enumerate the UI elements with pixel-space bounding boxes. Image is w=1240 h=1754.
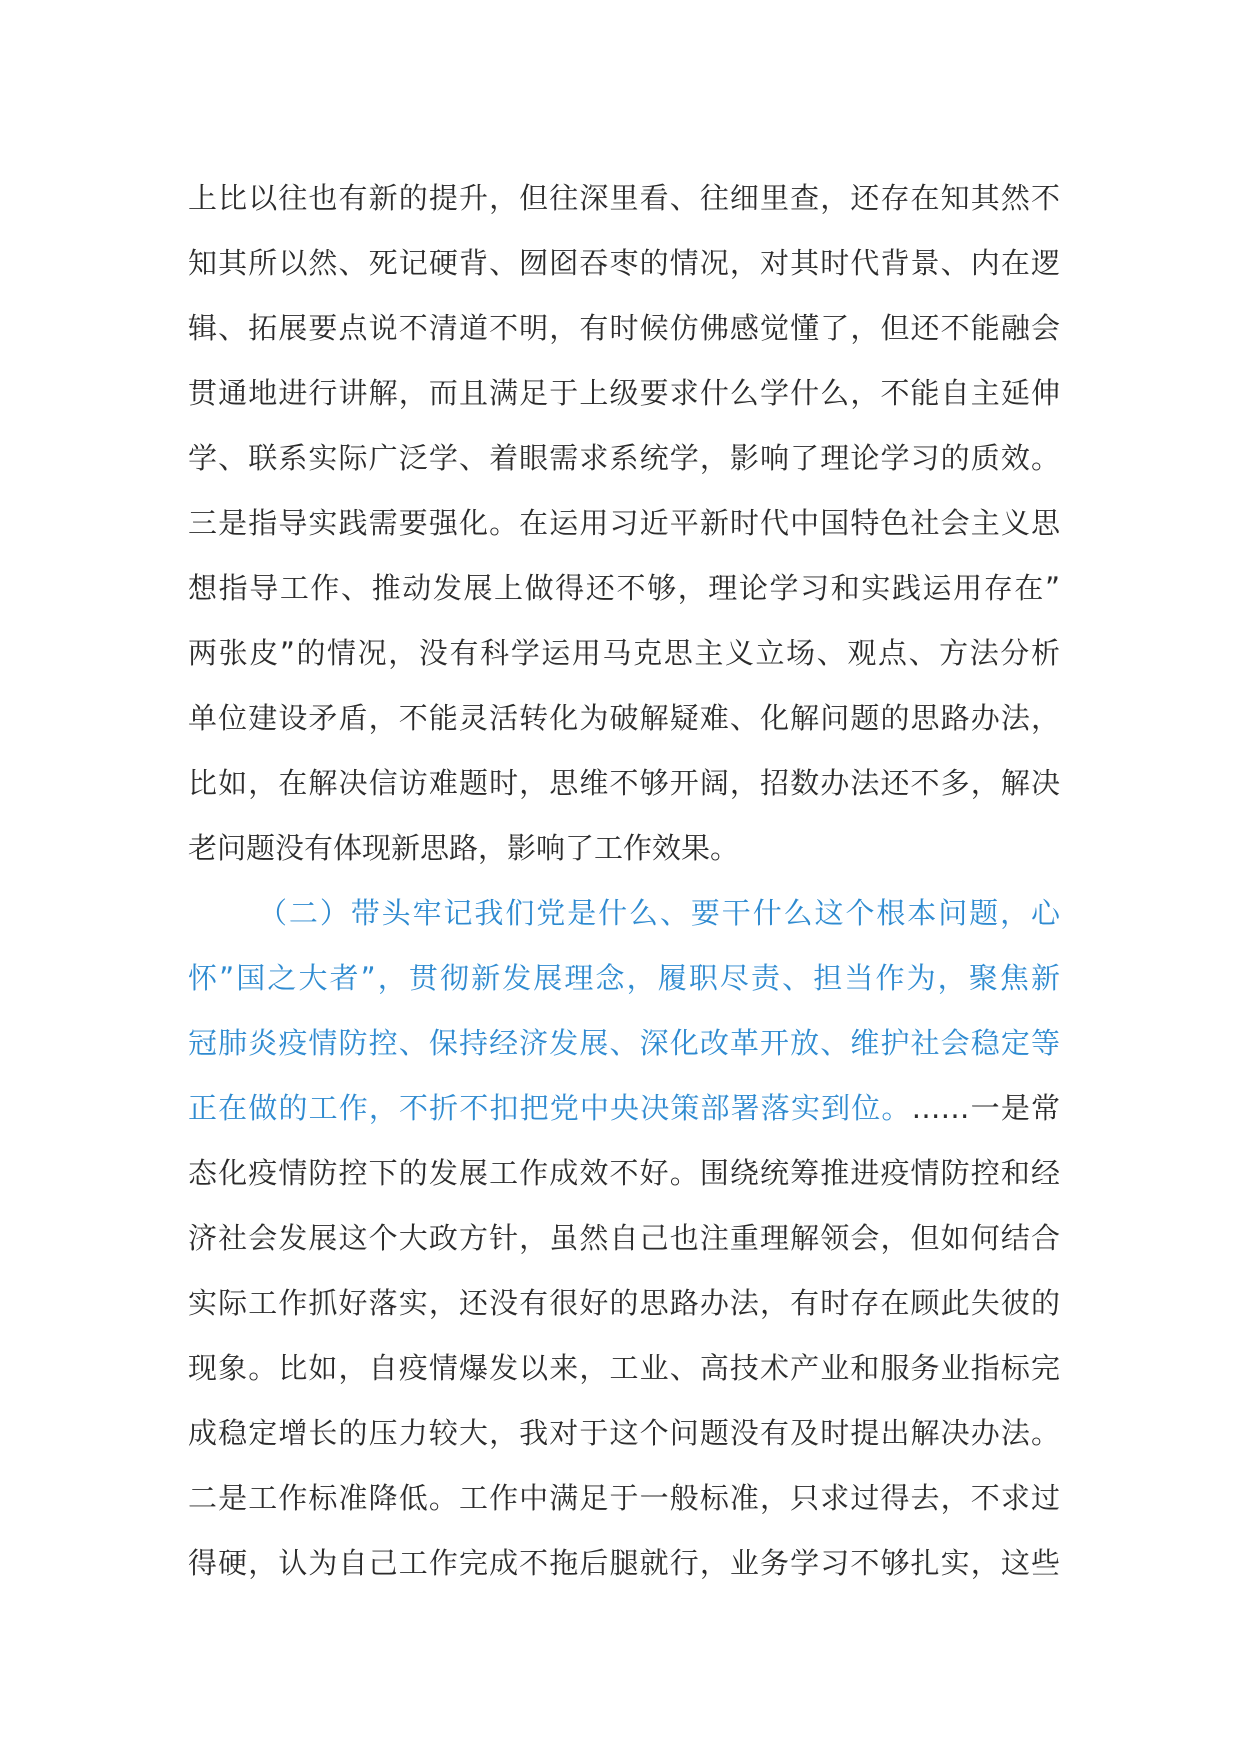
heading-text: 冠肺炎疫情防控、保持经济发展、深化改革开放、维护社会稳定等 — [188, 1026, 1060, 1060]
body-text: 二是工作标准降低。工作中满足于一般标准，只求过得去，不求过 — [188, 1481, 1060, 1515]
heading-text: 正在做的工作，不折不扣把党中央决策部署落实到位。 — [188, 1091, 912, 1125]
body-text: 单位建设矛盾，不能灵活转化为破解疑难、化解问题的思路办法， — [188, 701, 1060, 735]
text-line — [188, 1206, 1060, 1271]
heading-text: （二）带头牢记我们党是什么、要干什么这个根本问题，心 — [258, 896, 1060, 930]
body-text: 实际工作抓好落实，还没有很好的思路办法，有时存在顾此失彼的 — [188, 1286, 1060, 1320]
text-line — [188, 1466, 1060, 1531]
body-text: ……一是常 — [911, 1091, 1060, 1125]
body-text: 学、联系实际广泛学、着眼需求系统学，影响了理论学习的质效。 — [188, 441, 1060, 475]
text-line — [188, 621, 1060, 686]
body-text: 现象。比如，自疫情爆发以来，工业、高技术产业和服务业指标完 — [188, 1351, 1060, 1385]
body-text: 济社会发展这个大政方针，虽然自己也注重理解领会，但如何结合 — [188, 1221, 1060, 1255]
text-line — [188, 231, 1060, 296]
body-text: 态化疫情防控下的发展工作成效不好。围绕统筹推进疫情防控和经 — [188, 1156, 1060, 1190]
text-line — [188, 946, 1060, 1011]
text-line — [188, 1271, 1060, 1336]
body-text: 辑、拓展要点说不清道不明，有时候仿佛感觉懂了，但还不能融会 — [188, 311, 1060, 345]
text-line — [188, 296, 1060, 361]
text-line — [188, 1076, 1060, 1141]
body-text: 老问题没有体现新思路，影响了工作效果。 — [188, 831, 740, 865]
body-text: 得硬，认为自己工作完成不拖后腿就行，业务学习不够扎实，这些 — [188, 1546, 1060, 1580]
body-text: 成稳定增长的压力较大，我对于这个问题没有及时提出解决办法。 — [188, 1416, 1060, 1450]
body-text: 三是指导实践需要强化。在运用习近平新时代中国特色社会主义思 — [188, 506, 1060, 540]
text-line — [188, 881, 1060, 946]
text-line — [188, 751, 1060, 816]
text-line — [188, 556, 1060, 621]
text-line — [188, 1401, 1060, 1466]
body-text: 上比以往也有新的提升，但往深里看、往细里查，还存在知其然不 — [188, 181, 1060, 215]
body-text: 两张皮”的情况，没有科学运用马克思主义立场、观点、方法分析 — [188, 636, 1060, 670]
text-line — [188, 686, 1060, 751]
text-line — [188, 166, 1060, 231]
text-line — [188, 426, 1060, 491]
body-text: 贯通地进行讲解，而且满足于上级要求什么学什么，不能自主延伸 — [188, 376, 1060, 410]
body-text: 比如，在解决信访难题时，思维不够开阔，招数办法还不多，解决 — [188, 766, 1060, 800]
text-line — [188, 491, 1060, 556]
text-line — [188, 1141, 1060, 1206]
body-text: 知其所以然、死记硬背、囫囵吞枣的情况，对其时代背景、内在逻 — [188, 246, 1060, 280]
body-text: 想指导工作、推动发展上做得还不够，理论学习和实践运用存在” — [188, 571, 1060, 605]
text-line — [188, 1011, 1060, 1076]
text-line — [188, 1531, 1060, 1596]
text-line — [188, 361, 1060, 426]
text-line — [188, 816, 1060, 881]
heading-text: 怀”国之大者”，贯彻新发展理念，履职尽责、担当作为，聚焦新 — [188, 961, 1060, 995]
text-line — [188, 1336, 1060, 1401]
document-body — [188, 166, 1060, 1596]
